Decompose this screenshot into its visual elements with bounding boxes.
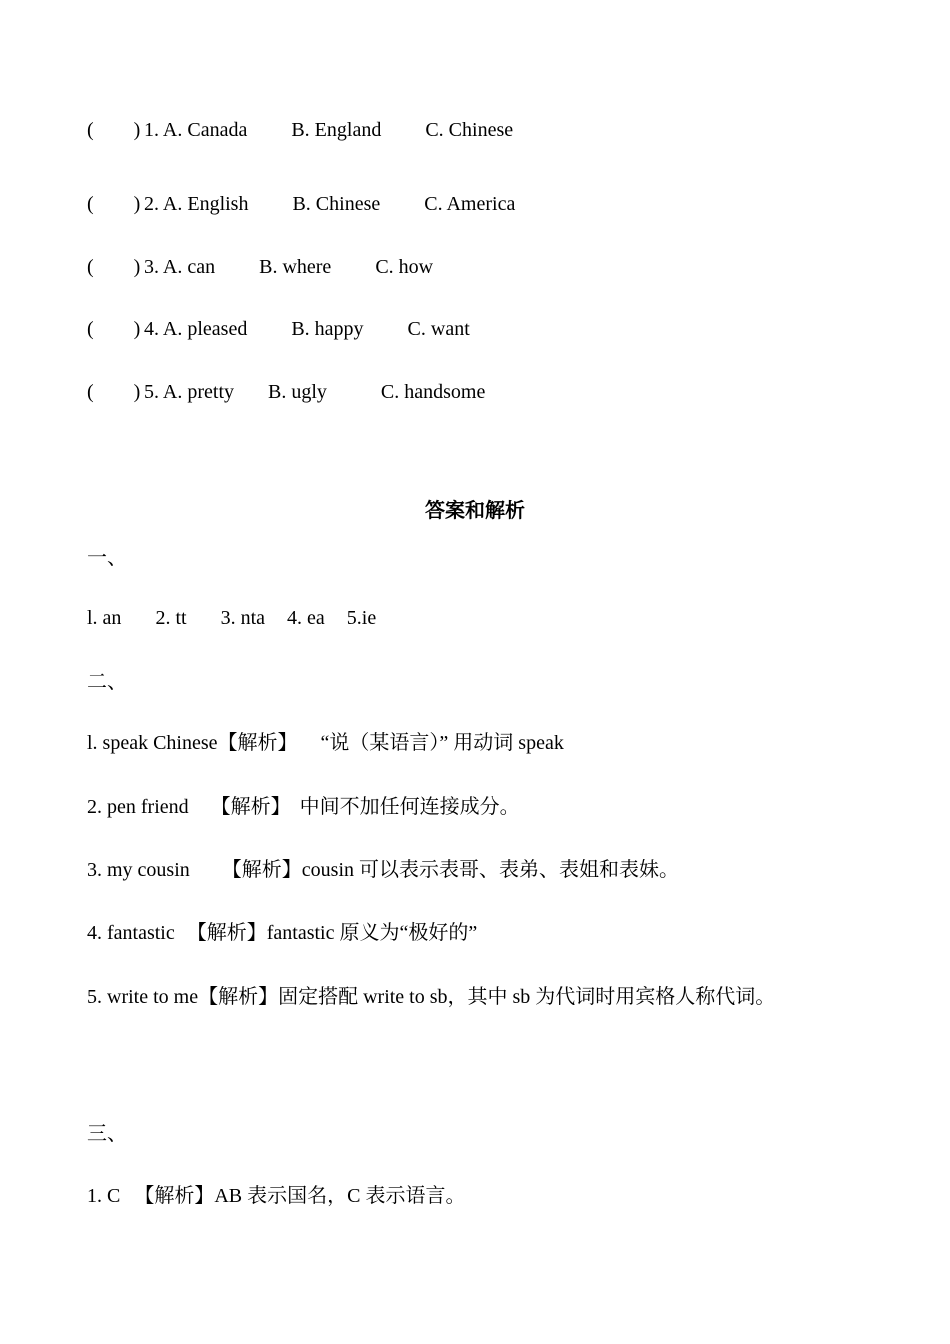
answer-text: 3. my cousin: [87, 859, 190, 881]
option-a: A. can: [162, 256, 216, 278]
question-4: [87, 317, 470, 341]
analysis-note: cousin 可以表示表哥、表弟、表姐和表妹。: [301, 859, 679, 881]
section-1-answers: [87, 606, 376, 630]
section-3-item-1: [87, 1184, 465, 1208]
question-number: 5.: [144, 381, 159, 403]
option-b: B. ugly: [268, 381, 327, 403]
option-a: A. pleased: [162, 318, 248, 340]
option-a: A. Canada: [162, 119, 248, 141]
section-2-item-5: [87, 985, 775, 1009]
answer-blank: ( ): [87, 256, 141, 278]
answer-blank: ( ): [87, 381, 141, 403]
answer-text: 2. pen friend: [87, 796, 189, 818]
answer-text: 4. fantastic: [87, 922, 175, 944]
option-b: B. England: [291, 119, 382, 141]
section-2-item-1: [87, 731, 564, 755]
analysis-tag: 【解析】: [217, 732, 298, 754]
section-2-heading: 二、: [87, 671, 127, 693]
question-number: 3.: [144, 256, 159, 278]
analysis-tag: 【解析】: [210, 796, 291, 818]
analysis-note: 中间不加任何连接成分。: [299, 796, 520, 818]
option-c: C. Chinese: [425, 119, 514, 141]
question-number: 2.: [144, 193, 159, 215]
question-1: [87, 118, 513, 142]
analysis-tag: 【解析】: [198, 986, 279, 1008]
analysis-note: AB 表示国名，C 表示语言。: [214, 1185, 466, 1207]
option-c: C. how: [375, 256, 434, 278]
option-a: A. pretty: [162, 381, 234, 403]
section-2-item-3: [87, 858, 679, 882]
analysis-note: fantastic 原义为“极好的”: [266, 922, 478, 944]
section-3-heading: 三、: [87, 1123, 127, 1145]
analysis-tag: 【解析】: [134, 1185, 215, 1207]
analysis-note: “说（某语言）” 用动词 speak: [320, 732, 564, 754]
option-c: C. America: [424, 193, 516, 215]
option-c: C. want: [407, 318, 470, 340]
option-a: A. English: [162, 193, 249, 215]
answer-text: 5. write to me: [87, 986, 199, 1008]
answer-blank: ( ): [87, 318, 141, 340]
question-5: [87, 380, 485, 404]
question-2: [87, 192, 515, 216]
option-b: B. happy: [291, 318, 364, 340]
answer-text: l. speak Chinese: [87, 732, 218, 754]
analysis-tag: 【解析】: [221, 859, 302, 881]
answer-blank: ( ): [87, 119, 141, 141]
answers-title: 答案和解析: [425, 500, 525, 522]
analysis-tag: 【解析】: [186, 922, 267, 944]
question-3: [87, 255, 433, 279]
question-number: 1.: [144, 119, 159, 141]
option-c: C. handsome: [380, 381, 486, 403]
answer-blank: ( ): [87, 193, 141, 215]
section-2-item-4: [87, 921, 477, 945]
answer-item: 3. nta: [220, 607, 265, 629]
answer-item: l. an: [87, 607, 122, 629]
section-2-item-2: [87, 795, 520, 819]
question-number: 4.: [144, 318, 159, 340]
answer-text: 1. C: [87, 1185, 121, 1207]
answer-item: 4. ea: [287, 607, 325, 629]
option-b: B. where: [259, 256, 332, 278]
answer-item: 5.ie: [346, 607, 377, 629]
answer-item: 2. tt: [155, 607, 187, 629]
analysis-note: 固定搭配 write to sb，其中 sb 为代词时用宾格人称代词。: [278, 986, 776, 1008]
option-b: B. Chinese: [292, 193, 381, 215]
section-1-heading: 一、: [87, 547, 127, 569]
